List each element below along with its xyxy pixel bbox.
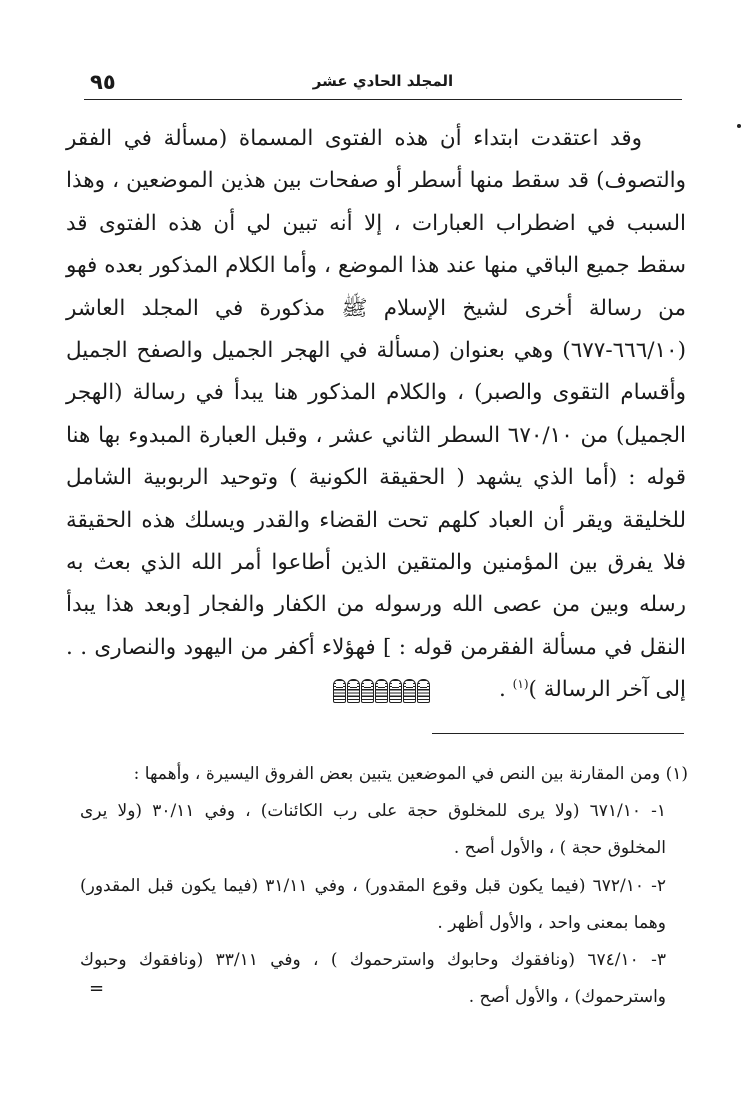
footnote-intro: (١) ومن المقارنة بين النص في الموضعين يتبين بعض الفروق اليسيرة ، وأهمها : [133, 764, 688, 784]
ornament-glyph-icon [361, 679, 374, 703]
ornament-glyph-icon [333, 679, 346, 703]
footnote-reference[interactable]: (١) [512, 677, 529, 692]
ornament-glyph-icon [375, 679, 388, 703]
page-number: ٩٥ [90, 70, 116, 94]
ornament-glyph-icon [417, 679, 430, 703]
paragraph-end: . [499, 677, 513, 703]
paragraph-text: وقد اعتقدت ابتداء أن هذه الفتوى المسماة (مسألة في الفقر والتصوف) قد سقط منها أسطر أو صفحات بين هذين الموضعين ، وهذا السبب في اضطراب العبارات ، إلا أنه تبين لي أن هذه الفتوى قد سقط جميع الباقي منها عند هذا الموضع ، وأما الكلام المذكور بعده فهو من رسالة أخرى لشيخ الإسلام ﷺ مذكورة في المجلد العاشر (٦٦٦/١٠-٦٧٧) وهي بعنوان (مسألة في الهجر الجميل والصفح الجميل وأقسام التقوى والصبر) ، والكلام المذكور هنا يبدأ في رسالة (الهجر الجميل) من ٦٧٠/١٠ السطر الثاني عشر ، وقبل العبارة المبدوء بها هنا قوله : (أما الذي يشهد ( الحقيقة الكونية ) وتوحيد الربوبية الشامل للخليقة ويقر أن العباد كلهم تحت القضاء والقدر ويسلك هذه الحقيقة فلا يفرق بين المؤمنين والمتقين الذين أطاعوا أمر الله الذي بعث به رسله وبين من عصى الله ورسوله من الكفار والفجار [وبعد هذا يبدأ النقل في مسألة الفقرمن قوله : ] فهؤلاء أكفر من اليهود والنصارى . . إلى آخر الرسالة ) [66, 126, 687, 703]
running-title: المجلد الحادي عشر [312, 72, 454, 90]
footnote-rule [432, 733, 684, 734]
footnote-item: ١- ٦٧١/١٠ (ولا يرى للمخلوق حجة على رب الكائنات) ، وفي ٣٠/١١ (ولا يرى المخلوق حجة ) ، والأول أصح . [80, 801, 667, 859]
ornament-glyph-icon [389, 679, 402, 703]
footnote-item: ٣- ٦٧٤/١٠ (ونافقوك وحابوك واسترحموك ) ، وفي ٣٣/١١ (ونافقوك وحبوك واسترحموك) ، والأول أصح . [80, 950, 666, 1008]
ornament-glyph-icon [347, 679, 360, 703]
ornament-glyph-icon [403, 679, 416, 703]
section-ornament [333, 679, 430, 705]
page-header [84, 68, 682, 96]
margin-dot [737, 124, 741, 128]
footnotes-block [80, 756, 688, 1016]
continuation-mark: = [89, 978, 105, 999]
footnote-item: ٢- ٦٧٢/١٠ (فيما يكون قبل وقوع المقدور) ، وفي ٣١/١١ (فيما يكون قبل المقدور) وهما بمعنى واحد ، والأول أظهر . [80, 875, 667, 933]
header-rule [84, 99, 682, 100]
main-paragraph [66, 118, 686, 712]
